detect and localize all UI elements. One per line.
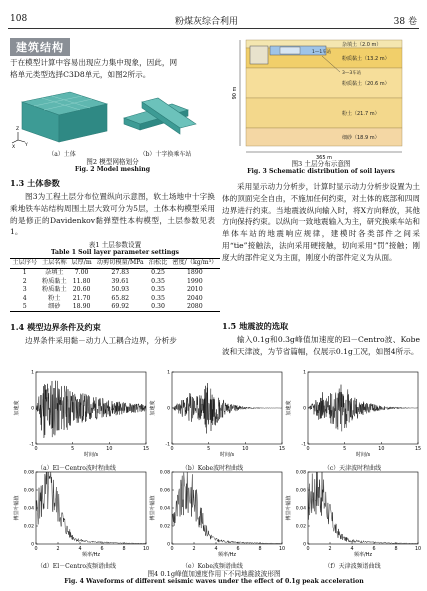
table-cell: 11.80 — [72, 277, 91, 285]
y-tick-label: 0.08 — [295, 470, 306, 476]
intro-line-1: 于在模型计算中容易出现应力集中现象，因此，网 — [10, 58, 178, 67]
x-tick-label: 4 — [78, 547, 82, 552]
soil-layer-label: 粉土（21.7 m） — [342, 111, 380, 117]
axis-y-label: Y — [25, 143, 28, 148]
x-tick-label: 10 — [142, 547, 150, 552]
y-tick-label: 0.02 — [295, 524, 306, 530]
x-tick-label: 2 — [56, 547, 60, 552]
fig4-sub-f: （f）天津波频谱曲线 — [324, 563, 381, 570]
table-cell: 39.61 — [111, 277, 130, 285]
table-cell: 1 — [22, 269, 27, 277]
x-tick-label: 2 — [328, 547, 332, 552]
table-cell: 2 — [22, 277, 27, 285]
y-tick-label: -1 — [301, 442, 306, 448]
y-tick-label: 0.08 — [159, 470, 170, 476]
x-tick-label: 5 — [343, 447, 347, 452]
width-label: 365 m — [315, 155, 333, 161]
x-tick-label: 6 — [100, 547, 104, 552]
station-box-1 — [250, 46, 268, 64]
y-tick-label: 1 — [167, 370, 170, 376]
y-tick-label: 0.06 — [159, 488, 170, 494]
table-cell: 27.83 — [111, 269, 130, 277]
section-title: 建筑结构 — [10, 38, 70, 56]
y-axis-label: 傅里叶幅值 — [286, 495, 292, 521]
soil-layer-label: 杂填土（2.0 m） — [342, 42, 382, 48]
table-cell: 1990 — [186, 277, 203, 285]
table-row — [10, 303, 220, 312]
table-cell: 1890 — [186, 269, 203, 277]
fig4-sub-a: （a）El－Centro波时程曲线 — [37, 465, 116, 472]
table-cell: 7.00 — [74, 269, 89, 277]
x-tick-label: 0 — [170, 447, 174, 452]
intro-line-2: 格单元类型选择C3D8单元，如图2所示。 — [10, 69, 151, 79]
table-cell: 18.90 — [69, 303, 94, 312]
table-cell: 2080 — [170, 303, 220, 312]
table-row — [10, 269, 220, 278]
table-cell: 2010 — [186, 286, 203, 294]
soil-layer-label: 细砂（18.9 m） — [342, 135, 380, 141]
axis-x-label: X — [12, 145, 16, 150]
x-tick-label: 0 — [306, 547, 310, 552]
soil-mesh-block — [22, 92, 107, 142]
table1-caption-cn: 表1 土层参数设置 — [88, 241, 142, 249]
table1 — [10, 258, 220, 312]
section-1-5-heading: 1.5 地震波的选取 — [222, 321, 289, 331]
x-axis-label: 时间/s — [83, 452, 99, 458]
x-tick-label: 4 — [350, 547, 354, 552]
fig2-caption-en: Fig. 2 Model meshing — [74, 166, 151, 173]
station-label-1: 1—1车站 — [312, 50, 332, 55]
fig4-sub-e: （e）Kobe波频谱曲线 — [182, 563, 243, 570]
y-tick-label: 0.04 — [159, 506, 170, 512]
table1-body — [10, 269, 220, 312]
chart-panel-6 — [285, 470, 421, 558]
x-tick-label: 8 — [394, 547, 398, 552]
table-cell: 65.82 — [111, 294, 130, 302]
y-tick-label: 0 — [167, 542, 170, 548]
x-tick-label: 0 — [170, 547, 174, 552]
y-axis-label: 加速度 — [286, 400, 292, 416]
x-tick-label: 5 — [71, 447, 75, 452]
fig4-sub-b: （b）Kobe波时程曲线 — [181, 465, 244, 472]
table-cell: 69.92 — [94, 303, 146, 312]
table-cell: 粉土 — [48, 294, 61, 302]
y-tick-label: 1 — [31, 370, 34, 376]
x-tick-label: 10 — [106, 447, 113, 452]
fig3-caption-en: Fig. 3 Schematic distribution of soil layers — [247, 168, 395, 175]
x-tick-label: 6 — [236, 547, 240, 552]
x-axis-label: 时间/s — [355, 452, 371, 458]
y-tick-label: 0 — [303, 542, 306, 548]
soil-layer-label: 粉质黏土（20.6 m） — [342, 81, 390, 87]
x-tick-label: 6 — [372, 547, 376, 552]
station-label-3: 3—3车站 — [342, 71, 362, 76]
y-tick-label: 0.04 — [23, 506, 34, 512]
journal-title: 粉煤灰综合利用 — [175, 17, 239, 27]
table1-caption-en: Table 1 Soil layer parameter settings — [50, 249, 180, 256]
series-line — [36, 472, 146, 544]
chart-panel-4 — [13, 470, 149, 558]
x-tick-label: 0 — [306, 447, 310, 452]
chart-panel-3 — [285, 370, 421, 458]
series-line — [308, 385, 418, 432]
plot-frame — [172, 472, 282, 544]
y-tick-label: 0.08 — [23, 470, 34, 476]
station-box-3 — [280, 47, 300, 54]
table-cell: 粉质黏土 — [41, 286, 67, 294]
table-header: 层厚/m — [69, 259, 94, 268]
x-tick-label: 4 — [214, 547, 218, 552]
fig2-sub-a: （a）土体 — [48, 151, 76, 158]
y-tick-label: 0 — [167, 406, 170, 412]
table-header: 土层名称 — [40, 259, 70, 268]
x-tick-label: 2 — [192, 547, 196, 552]
y-tick-label: 0.04 — [295, 506, 306, 512]
table-cell: 0.35 — [151, 277, 165, 285]
y-tick-label: 0.06 — [23, 488, 34, 494]
volume-label: 38 卷 — [393, 17, 417, 27]
x-tick-label: 8 — [258, 547, 262, 552]
plot-frame — [308, 472, 418, 544]
section-1-3-paragraph: 图3为工程土层分布位置纵向示意图，软土场地中十字换乘地铁车站结构周围土层大致可分为5层，土体本构模型采用的是修正的Davidenkov黏弹塑性本构模型，土层参数见表1。 — [10, 192, 215, 237]
table-cell: 2040 — [186, 294, 203, 302]
fig2-mesh-illustrations — [12, 84, 212, 148]
x-tick-label: 15 — [142, 447, 150, 452]
fig4-caption-cn: 图4 0.1g峰值加速度作用下不同地震波波形图 — [147, 570, 281, 578]
fig4-sub-c: （c）天津波时程曲线 — [323, 465, 382, 472]
y-tick-label: 0.02 — [23, 524, 34, 530]
x-tick-label: 0 — [34, 447, 38, 452]
table-cell: 杂填土 — [45, 269, 64, 277]
table-cell: 0.30 — [146, 303, 169, 312]
table-cell: 0.35 — [151, 286, 165, 294]
y-axis-label: 傅里叶幅值 — [150, 495, 156, 521]
x-axis-label: 频率/Hz — [353, 552, 373, 558]
series-line — [172, 383, 282, 433]
x-tick-label: 10 — [378, 447, 385, 452]
fig4-sub-d: （d）El－Centro波频谱曲线 — [36, 563, 117, 570]
header-rule — [8, 28, 419, 29]
table-header: 土层序号 — [10, 259, 40, 268]
x-tick-label: 5 — [207, 447, 211, 452]
section-1-4-paragraph: 边界条件采用黏－动力人工耦合边界，分析步 — [25, 336, 177, 345]
soil-layer-label: 粉质黏土（13.2 m） — [342, 56, 390, 62]
x-tick-label: 0 — [34, 547, 38, 552]
x-tick-label: 10 — [242, 447, 249, 452]
page-number-left: 108 — [10, 14, 28, 24]
series-line — [172, 472, 282, 544]
fig2-sub-b: （b）十字换乘车站 — [139, 151, 192, 158]
intro-text — [10, 57, 215, 81]
x-tick-label: 10 — [278, 547, 286, 552]
section-1-3-heading: 1.3 土体参数 — [10, 178, 60, 188]
table-header: 密度/（kg/m³） — [170, 259, 220, 268]
table-header: 泊松比 — [146, 259, 169, 268]
x-tick-label: 8 — [122, 547, 126, 552]
x-axis-label: 频率/Hz — [81, 552, 101, 558]
table-cell: 0.25 — [151, 269, 165, 277]
y-tick-label: 0.06 — [295, 488, 306, 494]
height-label: 90 m — [232, 86, 238, 100]
table-cell: 21.70 — [72, 294, 91, 302]
y-tick-label: 0.02 — [159, 524, 170, 530]
section-1-5-paragraph: 输入0.1g和0.3g峰值加速度的El－Centro波、Kobe波和天津波，为节省篇幅，仅展示0.1g工况，如图4所示。 — [222, 335, 420, 356]
y-tick-label: 0 — [31, 542, 34, 548]
right-column-paragraph: 采用显示动力分析步，计算时显示动力分析步设置为土体的顶面完全自由，不施加任何约束，对土体的底部和四周边界进行约束。当地震波纵向输入时，将X方向释放，其他方向保持约束。以纵向一致地震输入为主，研究换乘车站和单体车站的地震响应规律，建模时各类部件之间采用“tie”接触法，法向采用硬接触，切向采用“罚”接触；刚度大的部件定义为主面，刚度小的部件定义为从面。 — [222, 182, 420, 262]
y-axis-label: 傅里叶幅值 — [14, 495, 20, 521]
y-axis-label: 加速度 — [14, 400, 20, 416]
chart-panel-1 — [13, 370, 149, 458]
cross-station-mesh — [124, 98, 196, 134]
fig4-caption-en: Fig. 4 Waveforms of different seismic waves under the effect of 0.1g peak acceleration — [64, 578, 364, 585]
x-axis-label: 频率/Hz — [217, 552, 237, 558]
table-cell: 3 — [22, 286, 27, 294]
y-tick-label: 0 — [31, 406, 34, 412]
x-tick-label: 15 — [414, 447, 422, 452]
table-cell: 5 — [10, 303, 40, 312]
table-cell: 0.35 — [151, 294, 165, 302]
fig3-caption-cn: 图3 土层分布示意图 — [291, 160, 351, 168]
x-tick-label: 10 — [414, 547, 422, 552]
y-tick-label: 0 — [303, 406, 306, 412]
y-tick-label: -1 — [29, 442, 34, 448]
series-line — [36, 381, 146, 438]
y-tick-label: 1 — [303, 370, 306, 376]
table-cell: 50.93 — [111, 286, 130, 294]
table-header: 动剪切模量/MPa — [94, 259, 146, 268]
series-line — [308, 472, 418, 544]
table-cell: 4 — [22, 294, 27, 302]
table-row — [10, 286, 220, 294]
table-row — [10, 295, 220, 303]
chart-panel-2 — [149, 370, 285, 458]
table-cell: 粉质黏土 — [41, 277, 67, 285]
x-axis-label: 时间/s — [219, 452, 235, 458]
axis-z-label: Z — [16, 127, 20, 132]
table-cell: 细砂 — [40, 303, 70, 312]
fig3-soil-layers — [222, 34, 420, 162]
fig2-caption-cn: 图2 模型网格划分 — [86, 158, 139, 166]
table-row — [10, 278, 220, 286]
y-tick-label: -1 — [165, 442, 170, 448]
table-cell: 20.60 — [72, 286, 91, 294]
chart-panel-5 — [149, 470, 285, 558]
x-tick-label: 15 — [278, 447, 286, 452]
y-axis-label: 加速度 — [150, 400, 156, 416]
soil-parameter-table — [10, 258, 220, 312]
section-1-4-heading: 1.4 模型边界条件及约束 — [10, 322, 101, 332]
